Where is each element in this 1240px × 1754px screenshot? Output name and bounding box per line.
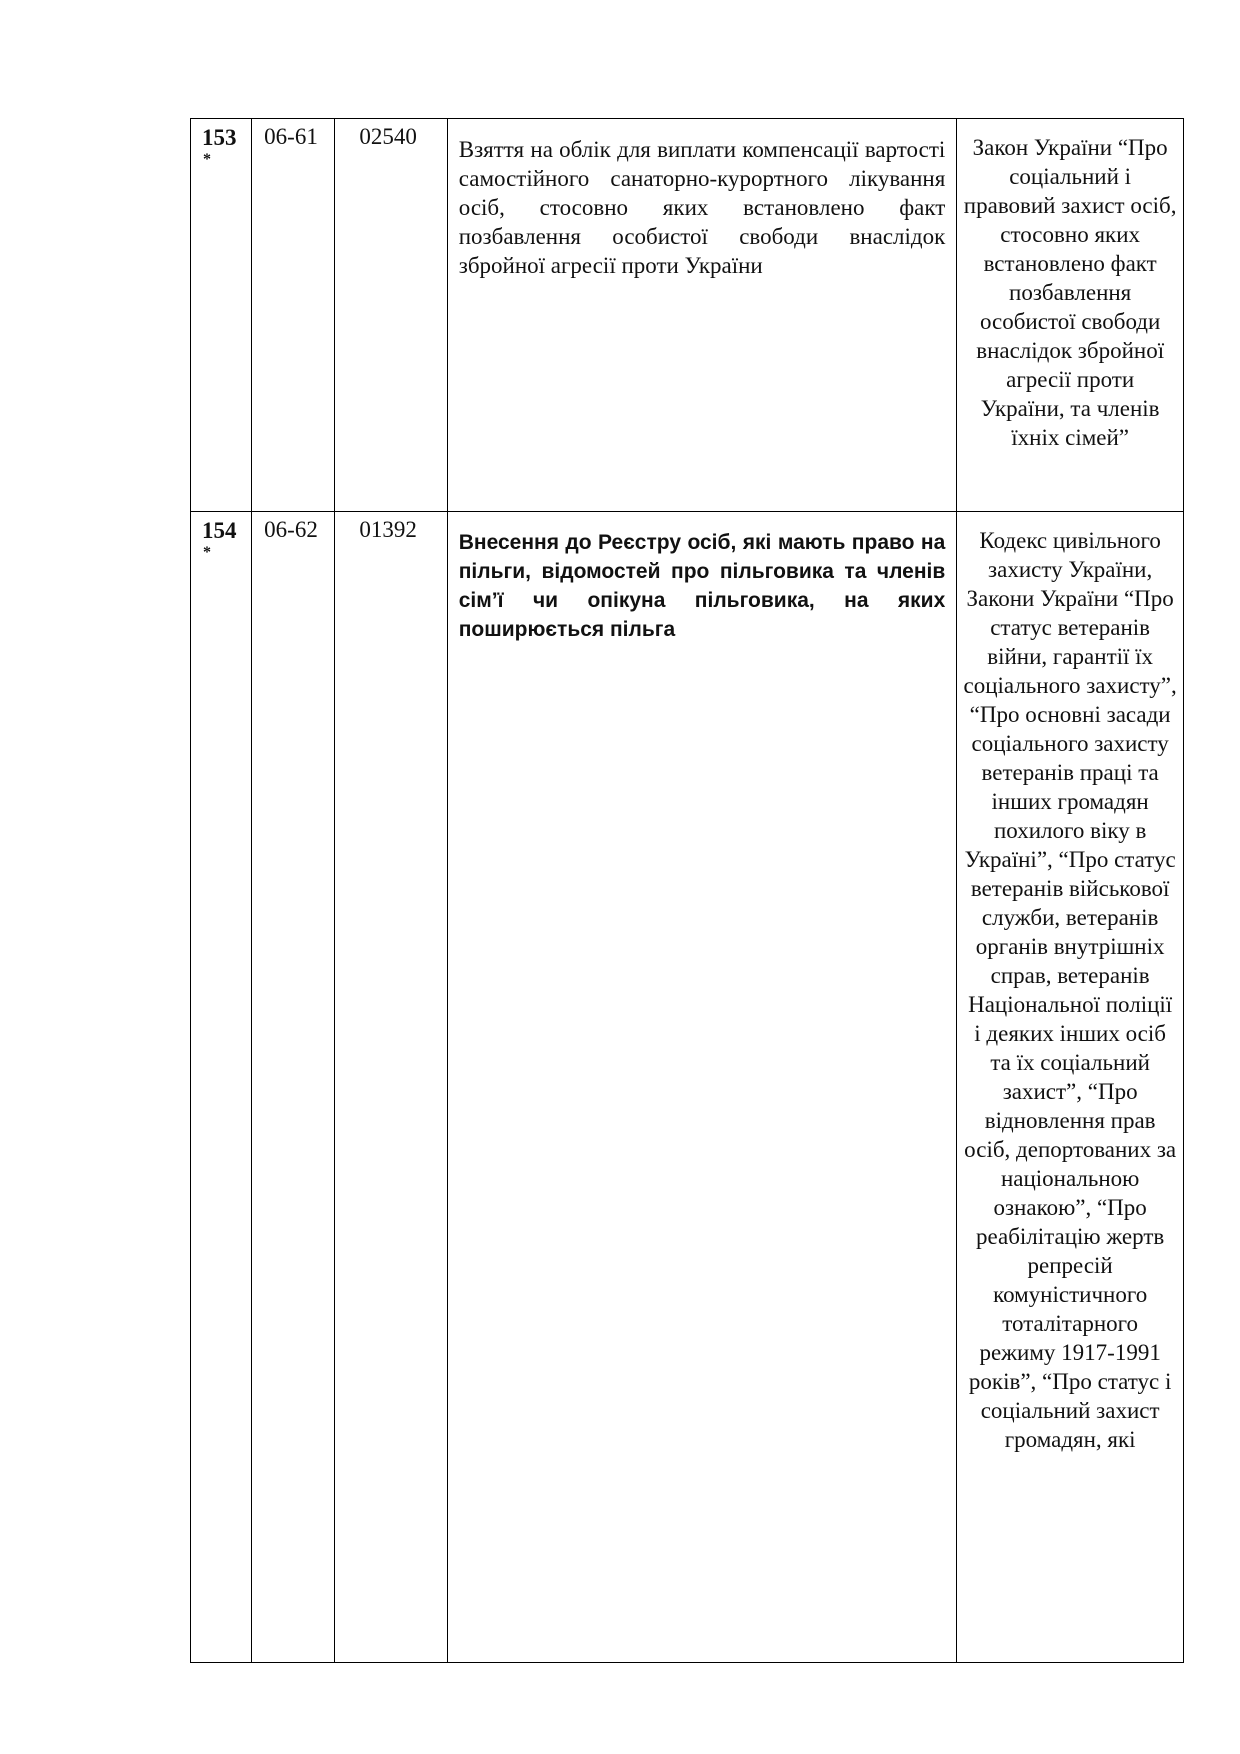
row-number-cell (191, 119, 252, 512)
table-row (191, 512, 1184, 1663)
service-code: 06-62 (252, 512, 335, 1663)
service-id: 01392 (335, 512, 447, 1663)
row-number: 153 (202, 125, 237, 150)
service-code: 06-61 (252, 119, 335, 512)
row-number-cell (191, 512, 252, 1663)
service-description: Взяття на облік для виплати компенсації вартості самостійного санаторно-курортного лікування осіб, стосовно яких встановлено факт позбавлення особистої свободи внаслідок збройної агресії проти України (447, 119, 957, 512)
service-description: Внесення до Реєстру осіб, які мають право на пільги, відомостей про пільговика та членів сім’ї чи опікуна пільговика, на яких поширюється пільга (447, 512, 957, 1663)
legal-basis: Кодекс цивільного захисту України, Закони України “Про статус ветеранів війни, гарантії їх соціального захисту”, “Про основні засади соціального захисту ветеранів праці та інших громадян похилого віку в Україні”, “Про статус ветеранів військової служби, ветеранів органів внутрішніх справ, ветеранів Національної поліції і деяких інших осіб та їх соціальний захист”, “Про відновлення прав осіб, депортованих за національною ознакою”, “Про реабілітацію жертв репресій комуністичного тоталітарного режиму 1917-1991 років”, “Про статус і соціальний захист громадян, які (957, 512, 1184, 1663)
legal-basis: Закон України “Про соціальний і правовий захист осіб, стосовно яких встановлено факт позбавлення особистої свободи внаслідок збройної агресії проти України, та членів їхніх сімей” (957, 119, 1184, 512)
row-marker: * (203, 544, 211, 561)
table-row (191, 119, 1184, 512)
row-marker: * (203, 151, 211, 168)
row-number: 154 (202, 518, 237, 543)
services-table (190, 118, 1184, 1663)
service-id: 02540 (335, 119, 447, 512)
